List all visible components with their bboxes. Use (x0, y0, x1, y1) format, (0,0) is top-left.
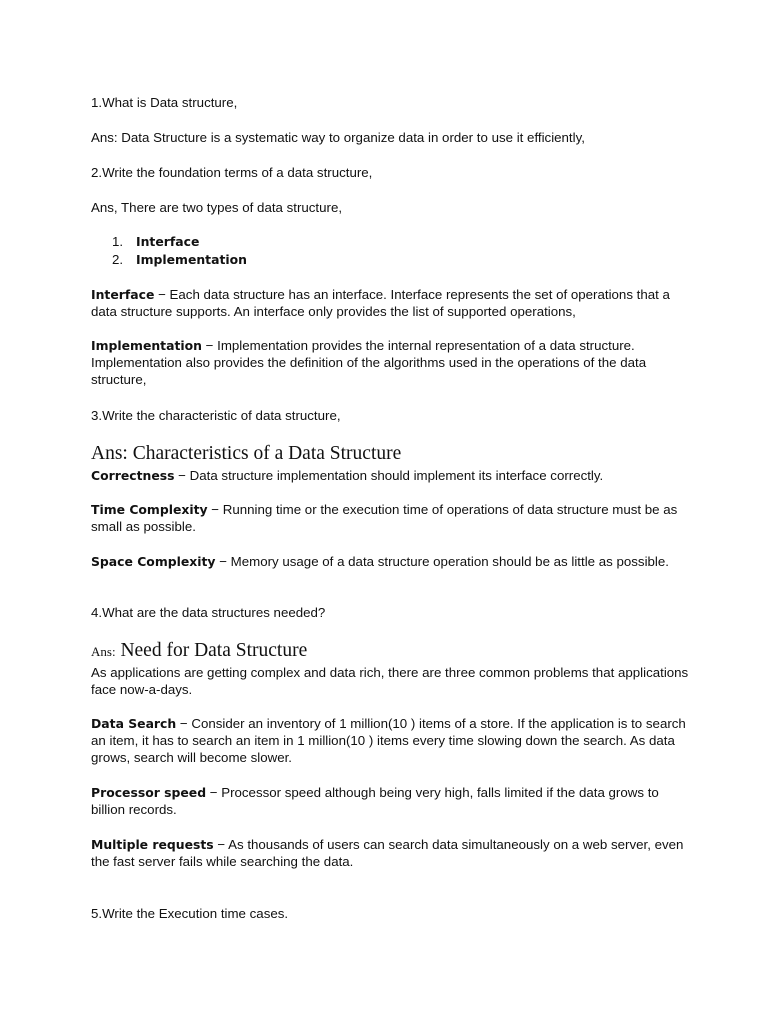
data-search-text: − Consider an inventory of 1 million(10 ) items of a store. If the application is to search an item, it has to search an item in 1 million(10 ) items every time slowing down the search. As data grows, search will become slower. (91, 716, 686, 765)
heading-need-prefix: Ans: (91, 644, 116, 659)
data-search-term: Data Search (91, 716, 177, 731)
space-complexity-text: − Memory usage of a data structure operation should be as little as possible. (215, 554, 669, 569)
interface-term: Interface (91, 287, 155, 302)
multiple-requests-text: − As thousands of users can search data simultaneously on a web server, even the fast server fails while searching the data. (91, 837, 684, 869)
data-search-paragraph (91, 715, 691, 766)
implementation-paragraph (91, 337, 691, 388)
multiple-requests-term: Multiple requests (91, 837, 214, 852)
processor-speed-paragraph (91, 784, 691, 818)
correctness-paragraph (91, 467, 691, 484)
question-4: 4.What are the data structures needed? (91, 605, 326, 620)
list-number: 2. (112, 252, 124, 267)
correctness-term: Correctness (91, 468, 175, 483)
list-number: 1. (112, 234, 124, 249)
list-item-implementation (112, 251, 512, 268)
time-complexity-term: Time Complexity (91, 502, 208, 517)
list-label: Interface (136, 234, 200, 249)
list-item-interface (112, 233, 512, 250)
question-3: 3.Write the characteristic of data structure, (91, 408, 341, 423)
answer-1: Ans: Data Structure is a systematic way to organize data in order to use it efficiently, (91, 130, 585, 145)
multiple-requests-paragraph (91, 836, 691, 870)
heading-characteristics: Ans: Characteristics of a Data Structure (91, 443, 402, 464)
need-intro: As applications are getting complex and data rich, there are three common problems that applications face now-a-days. (91, 665, 689, 697)
question-1: 1.What is Data structure, (91, 95, 238, 110)
implementation-term: Implementation (91, 338, 202, 353)
processor-speed-text: − Processor speed although being very high, falls limited if the data grows to billion records. (91, 785, 659, 817)
heading-need-title: Need for Data Structure (120, 640, 308, 661)
list-label: Implementation (136, 252, 247, 267)
time-complexity-paragraph (91, 501, 691, 535)
interface-text: − Each data structure has an interface. Interface represents the set of operations that a data structure supports. An interface only provides the list of supported operations, (91, 287, 670, 319)
answer-2: Ans, There are two types of data structure, (91, 200, 343, 215)
interface-paragraph (91, 286, 691, 320)
correctness-text: − Data structure implementation should implement its interface correctly. (174, 468, 604, 483)
space-complexity-term: Space Complexity (91, 554, 216, 569)
heading-need (91, 640, 691, 663)
question-2: 2.Write the foundation terms of a data structure, (91, 165, 373, 180)
implementation-text: − Implementation provides the internal representation of a data structure. Implementation also provides the definition of the algorithms used in the operations of the data structure, (91, 338, 647, 387)
processor-speed-term: Processor speed (91, 785, 207, 800)
space-complexity-paragraph (91, 553, 691, 570)
question-5: 5.Write the Execution time cases. (91, 906, 289, 921)
time-complexity-text: − Running time or the execution time of operations of data structure must be as small as possible. (91, 502, 678, 534)
